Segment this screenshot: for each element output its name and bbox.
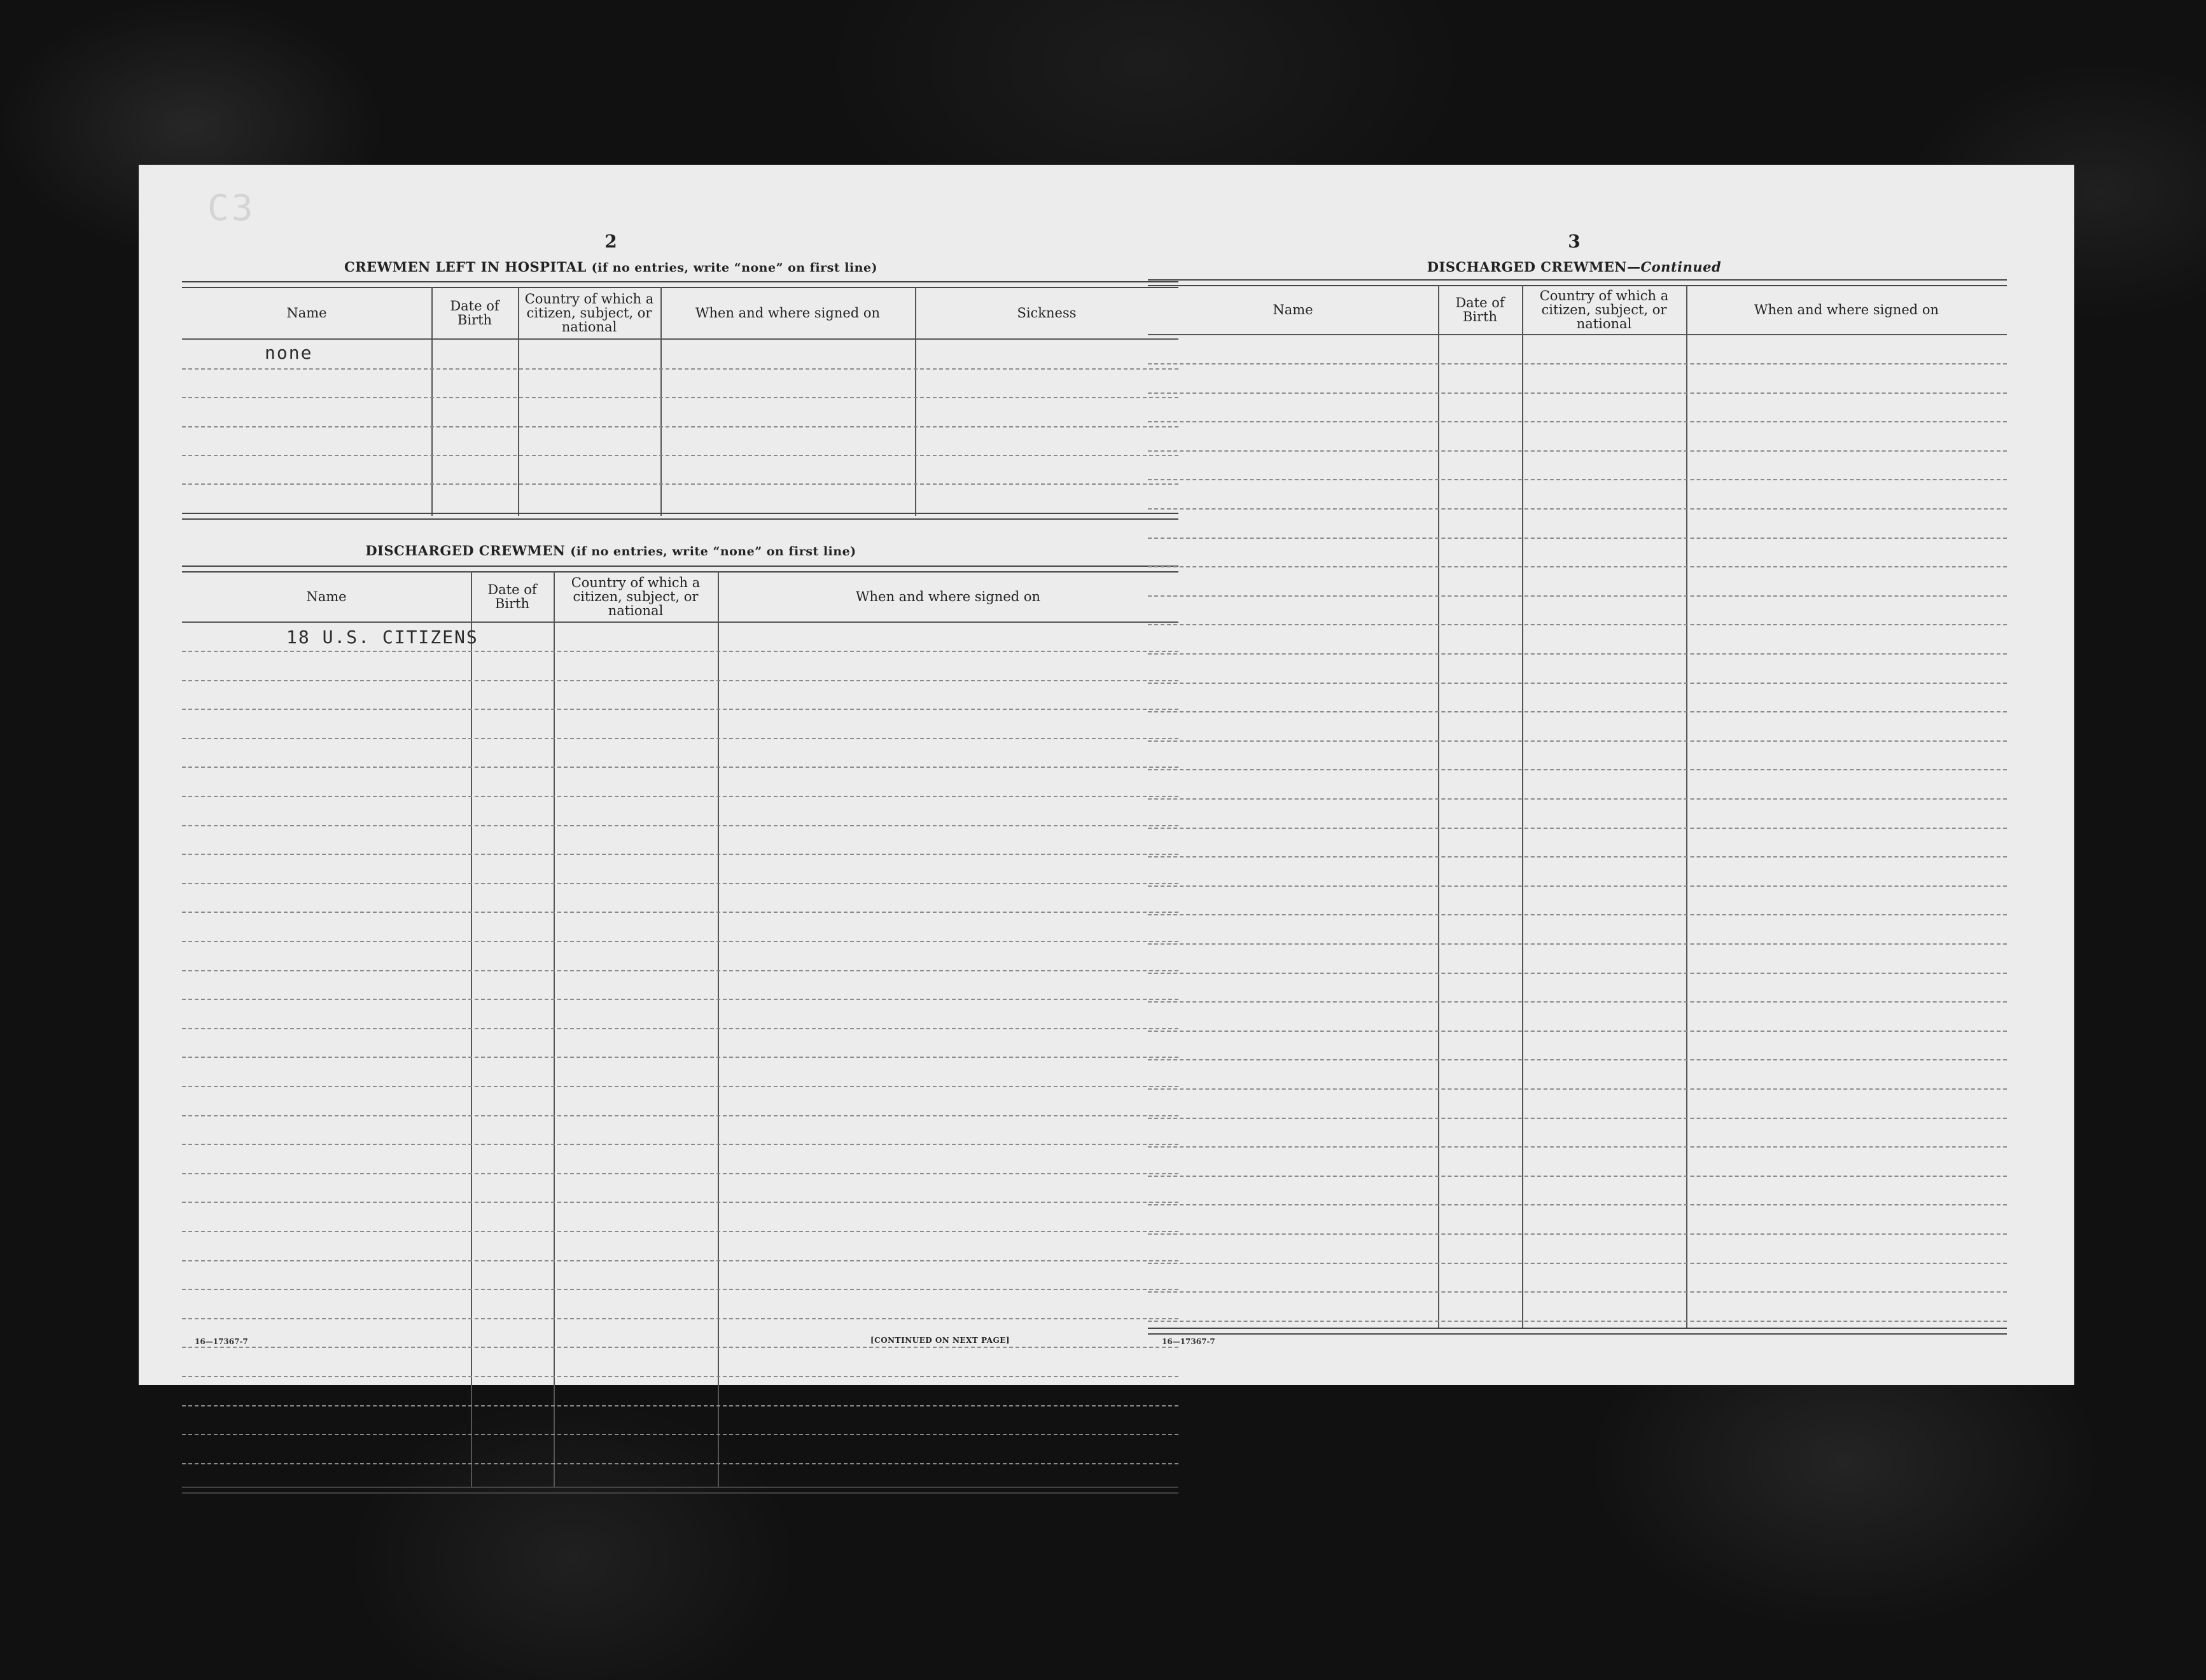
- table-row: [182, 1260, 1178, 1261]
- discharged-table: [182, 566, 1178, 1497]
- column-divider: [1686, 285, 1687, 1328]
- table-row: [182, 999, 1178, 1000]
- header-divider: [182, 338, 1178, 340]
- table-row: [182, 483, 1178, 485]
- hospital-table: [182, 281, 1178, 523]
- column-divider: [1438, 285, 1439, 1328]
- table-row: [182, 970, 1178, 971]
- page-number-right: 3: [1568, 231, 1581, 252]
- col-header-signed-on: When and where signed on: [695, 305, 881, 321]
- table-row: [182, 1318, 1178, 1319]
- table-row: [182, 1086, 1178, 1087]
- table-row: [1148, 421, 2007, 422]
- col-header-signed-on: When and where signed on: [855, 589, 1041, 604]
- table-row: [182, 651, 1178, 652]
- table-row: [1148, 885, 2007, 887]
- table-row: [1148, 769, 2007, 770]
- col-header-country: Country of which a citizen, subject, or national: [571, 575, 701, 618]
- table-row: [182, 1144, 1178, 1145]
- table-row: [182, 709, 1178, 710]
- table-row: [1148, 856, 2007, 857]
- table-row: [182, 767, 1178, 768]
- table-row: [182, 1028, 1178, 1029]
- discharged-section-title: [365, 543, 856, 559]
- col-header-country: Country of which a citizen, subject, or national: [1539, 288, 1669, 331]
- table-row: [1148, 914, 2007, 915]
- table-row: [1148, 653, 2007, 655]
- col-header-birth: Date of Birth: [1455, 295, 1505, 324]
- discharged-title-main: DISCHARGED CREWMEN: [365, 543, 566, 559]
- table-bottom-rule: [182, 1487, 1178, 1494]
- table-top-rule: [1148, 279, 2007, 286]
- hospital-section-title: [344, 259, 877, 275]
- table-bottom-rule: [1148, 1328, 2007, 1335]
- table-row: [182, 1434, 1178, 1435]
- table-row: [1148, 740, 2007, 742]
- table-row: [182, 883, 1178, 884]
- table-row: [1148, 566, 2007, 567]
- table-row: [182, 680, 1178, 681]
- table-row: [182, 1202, 1178, 1203]
- table-row: [1148, 624, 2007, 625]
- right-title-continued: —Continued: [1626, 259, 1722, 275]
- table-row: [182, 738, 1178, 739]
- table-top-rule: [182, 566, 1178, 573]
- table-row: [1148, 683, 2007, 684]
- hospital-title-note: (if no entries, write “none” on first line): [591, 261, 878, 275]
- col-header-country: Country of which a citizen, subject, or national: [524, 291, 654, 335]
- table-row: [182, 796, 1178, 797]
- table-row: [1148, 538, 2007, 539]
- col-header-sickness: Sickness: [1017, 305, 1077, 321]
- discharged-title-note: (if no entries, write “none” on first line): [570, 545, 856, 559]
- table-row: [182, 426, 1178, 427]
- table-row: [182, 1463, 1178, 1464]
- right-section-title: [1427, 259, 1721, 275]
- table-row: [182, 825, 1178, 826]
- table-row: [1148, 1176, 2007, 1177]
- table-row: [1148, 1031, 2007, 1032]
- table-row: [1148, 1001, 2007, 1003]
- table-row: [182, 1057, 1178, 1058]
- discharged-continued-table: [1148, 279, 2007, 1497]
- hospital-title-main: CREWMEN LEFT IN HOSPITAL: [344, 259, 587, 275]
- table-top-rule: [182, 281, 1178, 288]
- table-row: [1148, 508, 2007, 510]
- form-code-right: 16—17367-7: [1162, 1337, 1215, 1346]
- table-row: [1148, 392, 2007, 394]
- table-row: [1148, 1291, 2007, 1293]
- table-row: [1148, 1321, 2007, 1322]
- table-row: [182, 1115, 1178, 1116]
- col-header-name: Name: [1273, 302, 1313, 317]
- table-row: [1148, 1233, 2007, 1235]
- table-row: [182, 1231, 1178, 1232]
- header-divider: [1148, 334, 2007, 335]
- page-number-left: 2: [604, 231, 617, 252]
- table-row: [182, 1376, 1178, 1377]
- table-row: [1148, 450, 2007, 452]
- table-row: [182, 941, 1178, 942]
- col-header-birth: Date of Birth: [450, 298, 499, 328]
- col-header-signed-on: When and where signed on: [1754, 302, 1939, 317]
- col-header-birth: Date of Birth: [487, 582, 537, 611]
- form-sheet: [139, 165, 2074, 1385]
- table-row: [182, 455, 1178, 456]
- table-row: [1148, 595, 2007, 597]
- table-row: [1148, 1204, 2007, 1205]
- table-row: [182, 1173, 1178, 1174]
- table-row: [182, 397, 1178, 398]
- table-row: [1148, 973, 2007, 974]
- table-row: [182, 368, 1178, 370]
- header-divider: [182, 621, 1178, 623]
- hospital-entry-name: none: [265, 342, 313, 363]
- continued-note: [CONTINUED ON NEXT PAGE]: [870, 1336, 1010, 1345]
- column-divider: [1522, 285, 1523, 1328]
- table-row: [1148, 711, 2007, 712]
- right-title-main: DISCHARGED CREWMEN: [1427, 259, 1627, 275]
- table-bottom-rule: [182, 513, 1178, 520]
- table-row: [1148, 943, 2007, 945]
- col-header-name: Name: [286, 305, 327, 321]
- discharged-entry-name: 18 U.S. CITIZENS: [286, 627, 478, 648]
- table-row: [1148, 828, 2007, 829]
- table-row: [1148, 363, 2007, 364]
- table-row: [182, 1405, 1178, 1406]
- table-row: [182, 912, 1178, 913]
- table-row: [1148, 1263, 2007, 1264]
- table-row: [1148, 1088, 2007, 1090]
- col-header-name: Name: [306, 589, 347, 604]
- form-code-left: 16—17367-7: [195, 1337, 248, 1346]
- table-row: [182, 854, 1178, 855]
- table-row: [1148, 479, 2007, 480]
- table-row: [1148, 1118, 2007, 1119]
- table-row: [1148, 1059, 2007, 1060]
- table-row: [182, 1347, 1178, 1348]
- margin-mark: C3: [207, 188, 256, 229]
- table-row: [1148, 798, 2007, 800]
- table-row: [182, 1289, 1178, 1290]
- table-row: [1148, 1146, 2007, 1148]
